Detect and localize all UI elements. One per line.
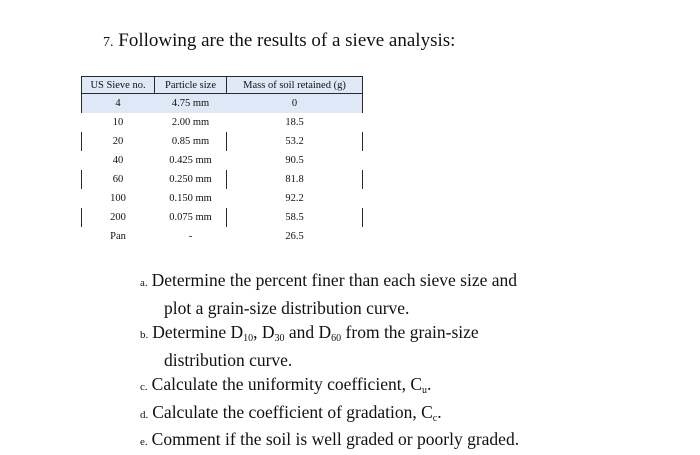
part-c-sub: u [422,385,427,396]
cell-mass: 58.5 [227,208,363,227]
cell-size: 0.85 mm [155,132,227,151]
part-a-text: Determine the percent finer than each sieve size and [151,270,518,290]
cell-sieve: 4 [82,94,155,114]
part-b-label: b. [140,329,149,341]
part-b-sub-30: 30 [274,333,285,344]
part-e-label: e. [140,436,148,448]
part-b-sub-10: 10 [243,333,254,344]
part-c-end: . [427,374,432,394]
part-e-text: Comment if the soil is well graded or poorly graded. [151,429,520,449]
table-row [82,208,363,227]
table-row [82,170,363,189]
header-sieve-no: US Sieve no. [82,77,155,94]
part-b-continued: distribution curve. [164,349,293,370]
question-number: 7. [103,35,114,50]
table-row [82,113,363,132]
cell-sieve: 60 [82,170,155,189]
cell-mass: 26.5 [285,231,304,242]
header-mass-retained: Mass of soil retained (g) [227,77,363,94]
part-e [140,427,519,455]
part-c-text: Calculate the uniformity coefficient, C [151,374,422,394]
cell-mass: 53.2 [227,132,363,151]
part-a-label: a. [140,277,148,289]
cell-sieve: 10 [112,117,124,128]
part-d [140,400,519,428]
part-b-text-1: Determine D [152,322,244,342]
part-a [140,268,519,296]
cell-size: - [188,231,193,242]
cell-mass: 90.5 [285,155,304,166]
cell-size: 0.150 mm [169,193,212,204]
question-title [103,30,455,52]
table-row [82,94,363,114]
part-d-end: . [437,401,442,422]
table-row [82,227,363,246]
cell-size: 0.425 mm [169,155,212,166]
cell-sieve: 100 [110,193,126,204]
table-row [82,132,363,151]
cell-mass: 92.2 [285,193,304,204]
cell-mass: 18.5 [285,117,304,128]
part-d-label: d. [140,408,149,421]
part-c-label: c. [140,381,148,393]
part-b-text-4: from the grain-size [341,322,479,342]
part-a-continued: plot a grain-size distribution curve. [164,297,410,318]
cell-sieve: 200 [82,208,155,227]
cell-size: 2.00 mm [171,117,210,128]
cell-mass: 0 [227,94,363,114]
cell-size: 0.250 mm [155,170,227,189]
part-b-sub-60: 60 [331,333,342,344]
sieve-analysis-table [81,76,363,246]
table-row [82,151,363,170]
question-parts [140,268,519,455]
cell-size: 0.075 mm [155,208,227,227]
cell-size: 4.75 mm [155,94,227,114]
part-b-text-2: , D [253,322,275,342]
part-b-text-3: and D [284,322,332,342]
question-text: Following are the results of a sieve analysis: [118,30,456,51]
cell-sieve: 40 [112,155,124,166]
part-d-sub: c [432,412,438,424]
table-row [82,189,363,208]
header-particle-size: Particle size [155,77,227,94]
part-c [140,372,519,400]
cell-mass: 81.8 [227,170,363,189]
cell-sieve: 20 [82,132,155,151]
cell-sieve: Pan [110,231,126,242]
table-header-row [82,77,363,94]
part-b [140,320,519,348]
part-d-text: Calculate the coefficient of gradation, C [152,401,433,422]
